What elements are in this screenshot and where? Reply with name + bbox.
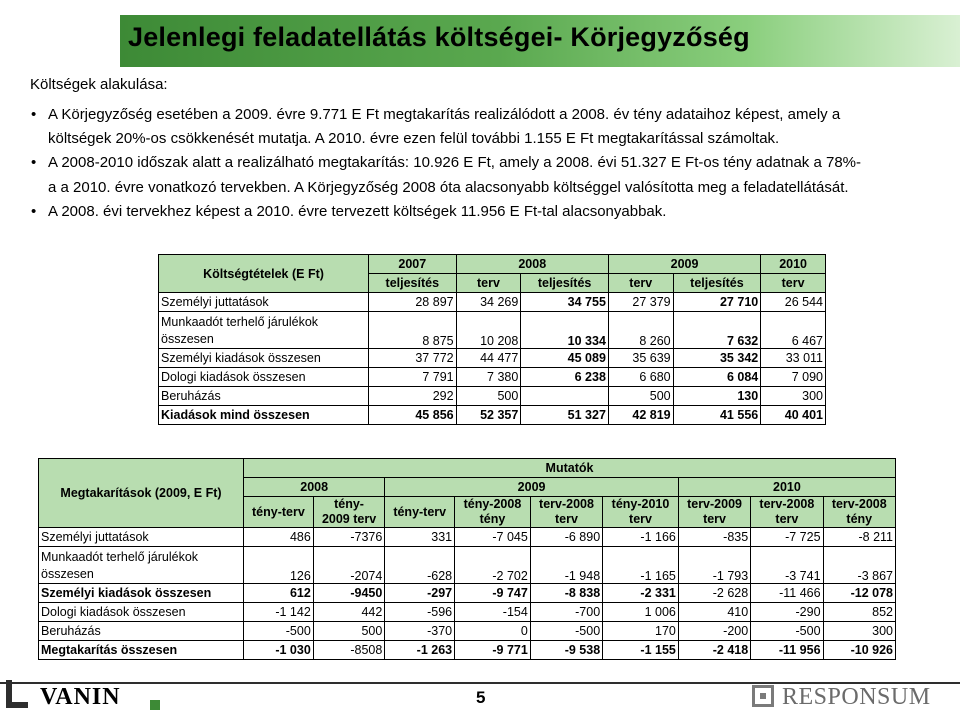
year-header: 2009 xyxy=(608,255,760,274)
cell: -12 078 xyxy=(823,584,895,603)
cell: 410 xyxy=(678,603,750,622)
cell: -2 418 xyxy=(678,641,750,660)
cell: -596 xyxy=(385,603,455,622)
year-header: 2009 xyxy=(385,478,679,497)
sub-header: teljesítés xyxy=(673,274,761,293)
cell: 35 639 xyxy=(608,349,673,368)
cell: 292 xyxy=(369,387,457,406)
cell: -9 747 xyxy=(455,584,531,603)
row-label-line: összesen xyxy=(41,567,94,581)
cell: 44 477 xyxy=(456,349,521,368)
cell: -1 030 xyxy=(244,641,314,660)
cell: 40 401 xyxy=(761,406,826,425)
cell: 6 238 xyxy=(521,368,609,387)
sub-header: terv-2008 tény xyxy=(823,497,895,528)
table-row xyxy=(39,584,896,603)
cell: 35 342 xyxy=(673,349,761,368)
sub-header: teljesítés xyxy=(521,274,609,293)
cell: 41 556 xyxy=(673,406,761,425)
cell: 7 090 xyxy=(761,368,826,387)
vanin-bracket-icon xyxy=(6,680,28,708)
cell: 0 xyxy=(455,622,531,641)
year-header: 2010 xyxy=(678,478,895,497)
row-label: Megtakarítás összesen xyxy=(39,641,244,660)
row-label: Dologi kiadások összesen xyxy=(39,603,244,622)
table-row xyxy=(159,312,826,349)
bullet-dot-icon: • xyxy=(31,202,37,220)
row-label: Kiadások mind összesen xyxy=(159,406,369,425)
cell: -628 xyxy=(385,547,455,584)
table-row xyxy=(39,622,896,641)
cell: 331 xyxy=(385,528,455,547)
cell: -2074 xyxy=(313,547,385,584)
year-header: 2008 xyxy=(244,478,385,497)
responsum-square-icon xyxy=(752,685,774,707)
row-label-line: Munkaadót terhelő járulékok xyxy=(161,315,319,329)
sub-header: tény-2008 tény xyxy=(455,497,531,528)
cell: 10 208 xyxy=(456,312,521,349)
cell: -7 045 xyxy=(455,528,531,547)
cell: 7 632 xyxy=(673,312,761,349)
bullet-dot-icon: • xyxy=(31,106,37,123)
table-row xyxy=(39,528,896,547)
cell: 51 327 xyxy=(521,406,609,425)
savings-table-label: Megtakarítások (2009, E Ft) xyxy=(39,459,244,528)
cell: -3 741 xyxy=(751,547,823,584)
row-label: Személyi juttatások xyxy=(159,293,369,312)
cell: -6 890 xyxy=(530,528,602,547)
cell: -154 xyxy=(455,603,531,622)
responsum-logo: RESPONSUM xyxy=(782,684,931,710)
cell: 6 680 xyxy=(608,368,673,387)
cell: -11 956 xyxy=(751,641,823,660)
bullet-text: A Körjegyzőség esetében a 2009. évre 9.771 E Ft megtakarítás realizálódott a 2008. év tény adataihoz képest, amely a xyxy=(48,106,841,123)
cell: 26 544 xyxy=(761,293,826,312)
table-row xyxy=(39,603,896,622)
cell: 10 334 xyxy=(521,312,609,349)
cell: 486 xyxy=(244,528,314,547)
section-subtitle: Költségek alakulása: xyxy=(30,76,168,93)
row-label: Dologi kiadások összesen xyxy=(159,368,369,387)
cell: -1 263 xyxy=(385,641,455,660)
mutatok-header: Mutatók xyxy=(244,459,896,478)
cell: -1 165 xyxy=(603,547,679,584)
cell: -7 725 xyxy=(751,528,823,547)
year-header: 2008 xyxy=(456,255,608,274)
cell: -2 702 xyxy=(455,547,531,584)
cell: -2 628 xyxy=(678,584,750,603)
cell: -200 xyxy=(678,622,750,641)
sub-header: tény- 2009 terv xyxy=(313,497,385,528)
cell: 33 011 xyxy=(761,349,826,368)
cell: -1 155 xyxy=(603,641,679,660)
row-label: Beruházás xyxy=(39,622,244,641)
cell: -835 xyxy=(678,528,750,547)
cell: 612 xyxy=(244,584,314,603)
bullet-item xyxy=(28,103,958,151)
cell: -1 793 xyxy=(678,547,750,584)
sub-header: terv-2009 terv xyxy=(678,497,750,528)
sub-header: terv-2008 terv xyxy=(530,497,602,528)
cell: 300 xyxy=(761,387,826,406)
cell: 500 xyxy=(313,622,385,641)
page-number: 5 xyxy=(476,688,486,707)
cell: -1 948 xyxy=(530,547,602,584)
bullet-dot-icon: • xyxy=(31,154,37,172)
cell: -500 xyxy=(244,622,314,641)
cell: -700 xyxy=(530,603,602,622)
cell: 6 084 xyxy=(673,368,761,387)
sub-header: terv xyxy=(456,274,521,293)
cell: 42 819 xyxy=(608,406,673,425)
row-label: Személyi juttatások xyxy=(39,528,244,547)
cell: -8508 xyxy=(313,641,385,660)
cell: -9450 xyxy=(313,584,385,603)
cell: -9 771 xyxy=(455,641,531,660)
sub-header: tény-2010 terv xyxy=(603,497,679,528)
bullet-list xyxy=(28,103,958,224)
cell: 8 875 xyxy=(369,312,457,349)
cell: 852 xyxy=(823,603,895,622)
cost-table-label: Költségtételek (E Ft) xyxy=(159,255,369,293)
year-header: 2007 xyxy=(369,255,457,274)
cell: 8 260 xyxy=(608,312,673,349)
cell: 126 xyxy=(244,547,314,584)
cell: -9 538 xyxy=(530,641,602,660)
row-label-line: összesen xyxy=(161,332,214,346)
cell: 130 xyxy=(673,387,761,406)
cell: 300 xyxy=(823,622,895,641)
bullet-item xyxy=(28,151,958,199)
row-label: Személyi kiadások összesen xyxy=(39,584,244,603)
cell: 500 xyxy=(608,387,673,406)
cell: 45 089 xyxy=(521,349,609,368)
cell: -11 466 xyxy=(751,584,823,603)
row-label xyxy=(159,312,369,349)
bullet-text: A 2008. évi tervekhez képest a 2010. évre tervezett költségek 11.956 E Ft-tal alacsonyabbak. xyxy=(48,202,667,220)
year-header: 2010 xyxy=(761,255,826,274)
cell: -1 142 xyxy=(244,603,314,622)
sub-header: terv xyxy=(608,274,673,293)
cell: 7 791 xyxy=(369,368,457,387)
sub-header: tény-terv xyxy=(385,497,455,528)
table-row xyxy=(159,387,826,406)
cell: -500 xyxy=(530,622,602,641)
table-row xyxy=(39,547,896,584)
cell: 45 856 xyxy=(369,406,457,425)
cell: 7 380 xyxy=(456,368,521,387)
sub-header: teljesítés xyxy=(369,274,457,293)
table-row xyxy=(159,349,826,368)
row-label: Beruházás xyxy=(159,387,369,406)
cell: -10 926 xyxy=(823,641,895,660)
savings-table xyxy=(38,458,896,660)
bullet-text: költségek 20%-os csökkenését mutatja. A 2010. évre ezen felül további 1.155 E Ft megtakarítással számoltak. xyxy=(48,130,780,148)
cell: 500 xyxy=(456,387,521,406)
cell: -290 xyxy=(751,603,823,622)
table-row xyxy=(159,368,826,387)
cell: 6 467 xyxy=(761,312,826,349)
cell: 27 710 xyxy=(673,293,761,312)
sub-header: tény-terv xyxy=(244,497,314,528)
cell: -2 331 xyxy=(603,584,679,603)
cell: -1 166 xyxy=(603,528,679,547)
page-title: Jelenlegi feladatellátás költségei- Körjegyzőség xyxy=(128,22,750,52)
cell xyxy=(521,387,609,406)
vanin-square-icon xyxy=(150,700,160,710)
cell: 170 xyxy=(603,622,679,641)
sub-header: terv xyxy=(761,274,826,293)
cell: 34 755 xyxy=(521,293,609,312)
cell: 28 897 xyxy=(369,293,457,312)
table-row xyxy=(159,406,826,425)
row-label xyxy=(39,547,244,584)
row-label-line: Munkaadót terhelő járulékok xyxy=(41,550,199,564)
sub-header: terv-2008 terv xyxy=(751,497,823,528)
table-row xyxy=(39,641,896,660)
row-label: Személyi kiadások összesen xyxy=(159,349,369,368)
cell: 27 379 xyxy=(608,293,673,312)
cell: -8 838 xyxy=(530,584,602,603)
cell: 34 269 xyxy=(456,293,521,312)
cell: -8 211 xyxy=(823,528,895,547)
cost-table xyxy=(158,254,826,425)
cell: -3 867 xyxy=(823,547,895,584)
cell: -370 xyxy=(385,622,455,641)
bullet-item xyxy=(28,200,958,224)
bullet-text: a a 2010. évre vonatkozó tervekben. A Körjegyzőség 2008 óta alacsonyabb költséggel valósította meg a feladatellátását. xyxy=(48,178,849,196)
cell: 52 357 xyxy=(456,406,521,425)
cell: 37 772 xyxy=(369,349,457,368)
cell: -297 xyxy=(385,584,455,603)
cell: -7376 xyxy=(313,528,385,547)
cell: -500 xyxy=(751,622,823,641)
vanin-logo: VANIN xyxy=(40,684,121,710)
bullet-text: A 2008-2010 időszak alatt a realizálható megtakarítás: 10.926 E Ft, amely a 2008. évi 51.327 E Ft-os tény adatnak a 78%- xyxy=(48,154,861,172)
cell: 442 xyxy=(313,603,385,622)
cell: 1 006 xyxy=(603,603,679,622)
table-row xyxy=(159,293,826,312)
